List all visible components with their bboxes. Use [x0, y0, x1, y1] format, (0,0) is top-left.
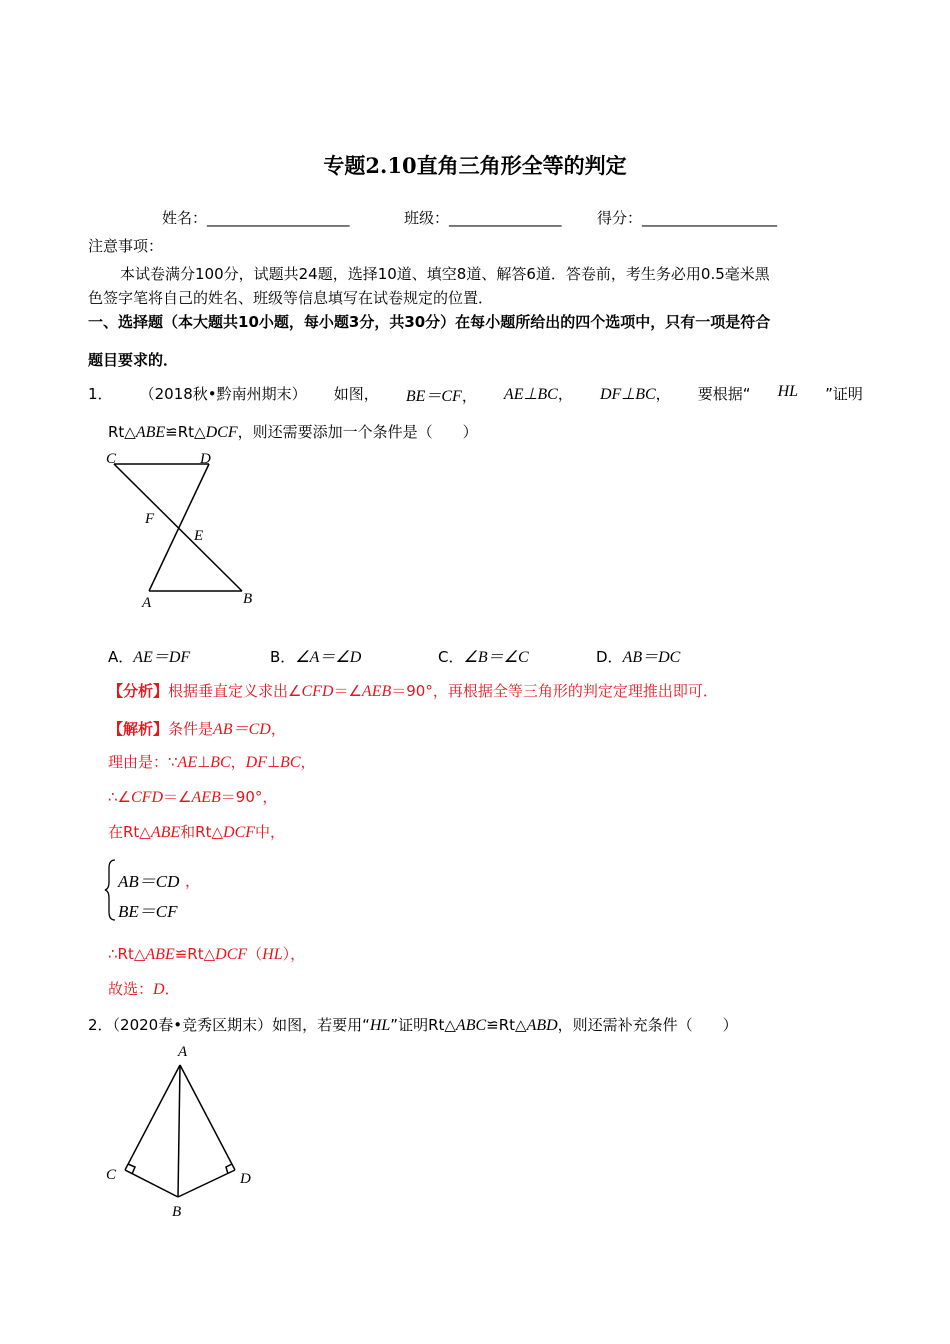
system-equation-2: BE＝CF	[118, 902, 178, 921]
label-d: D	[240, 1171, 251, 1187]
label-b: B	[172, 1204, 182, 1220]
class-field-label: 班级：_______________	[404, 209, 562, 227]
segment-ab	[178, 1065, 180, 1197]
analysis-tag: 【分析】	[108, 682, 169, 700]
question-2-figure	[100, 1040, 260, 1225]
option-a: A．AE＝DF	[108, 648, 191, 666]
question-number: 1．	[88, 385, 113, 403]
notes-line-1: 本试卷满分100分，试题共24题，选择10道、填空8道、解答6道．答卷前，考生务必用0.5毫米黑	[120, 265, 770, 283]
segment-ad	[180, 1065, 235, 1170]
option-b: B．∠A＝∠D	[270, 648, 362, 666]
name-field-label: 姓名：___________________	[162, 209, 350, 227]
reason-line: 理由是：∵AE⊥BC，DF⊥BC，	[108, 753, 316, 771]
question-1-line-2: Rt△ABE≌Rt△DCF，则还需要添加一个条件是（ ）	[108, 423, 478, 441]
system-comma: ，	[185, 872, 201, 890]
label-b: B	[243, 591, 253, 607]
question-source: （2018秋•黔南州期末）	[139, 385, 307, 403]
section-heading-line-2: 题目要求的．	[88, 351, 179, 369]
question-1-line-1: 1． （2018秋•黔南州期末） 如图， BE＝CF， AE⊥BC， DF⊥BC， 要根据“ HL ”证明	[88, 383, 863, 405]
system-equation-1: AB＝CD	[118, 872, 180, 891]
conclusion-line: ∴Rt△ABE≌Rt△DCF（HL），	[108, 945, 306, 963]
question-2-line: 2．（2020春•竞秀区期末）如图，若要用“HL”证明Rt△ABC≌Rt△ABD，则还需补充条件（ ）	[88, 1016, 738, 1034]
section-heading-line-1: 一、选择题（本大题共10小题，每小题3分，共30分）在每小题所给出的四个选项中，只有一项是符合	[88, 313, 771, 331]
label-a: A	[178, 1044, 188, 1060]
label-c: C	[106, 451, 117, 467]
notes-line-2: 色签字笔将自己的姓名、班级等信息填写在试卷规定的位置．	[88, 289, 494, 307]
page-title: 专题2.10直角三角形全等的判定	[323, 153, 627, 178]
segment-ac	[125, 1065, 180, 1170]
segment-db	[178, 1170, 235, 1197]
label-d: D	[200, 451, 211, 467]
analysis-line: 【分析】根据垂直定义求出∠CFD＝∠AEB＝90°，再根据全等三角形的判定定理推出即可．	[108, 682, 718, 700]
label-a: A	[142, 595, 152, 611]
therefore-line: ∴∠CFD＝∠AEB＝90°，	[108, 788, 278, 806]
in-triangles-line: 在Rt△ABE和Rt△DCF中，	[108, 823, 286, 841]
question-number: 2．	[88, 1016, 113, 1034]
option-d: D．AB＝DC	[596, 648, 681, 666]
solution-tag: 【解析】	[108, 720, 169, 738]
choice-line: 故选：D．	[108, 980, 180, 998]
label-c: C	[106, 1167, 117, 1183]
option-c: C．∠B＝∠C	[438, 648, 529, 666]
system-brace	[104, 858, 118, 922]
solution-line: 【解析】条件是AB＝CD，	[108, 720, 286, 738]
segment-cb	[114, 464, 242, 591]
segment-cb	[125, 1170, 178, 1197]
label-e: E	[194, 528, 204, 544]
notes-heading: 注意事项：	[88, 237, 164, 255]
score-field-label: 得分：__________________	[597, 209, 778, 227]
question-1-figure	[95, 445, 265, 615]
question-source: （2020春•竞秀区期末）如图，若要用“	[112, 1016, 370, 1034]
label-f: F	[145, 511, 155, 527]
